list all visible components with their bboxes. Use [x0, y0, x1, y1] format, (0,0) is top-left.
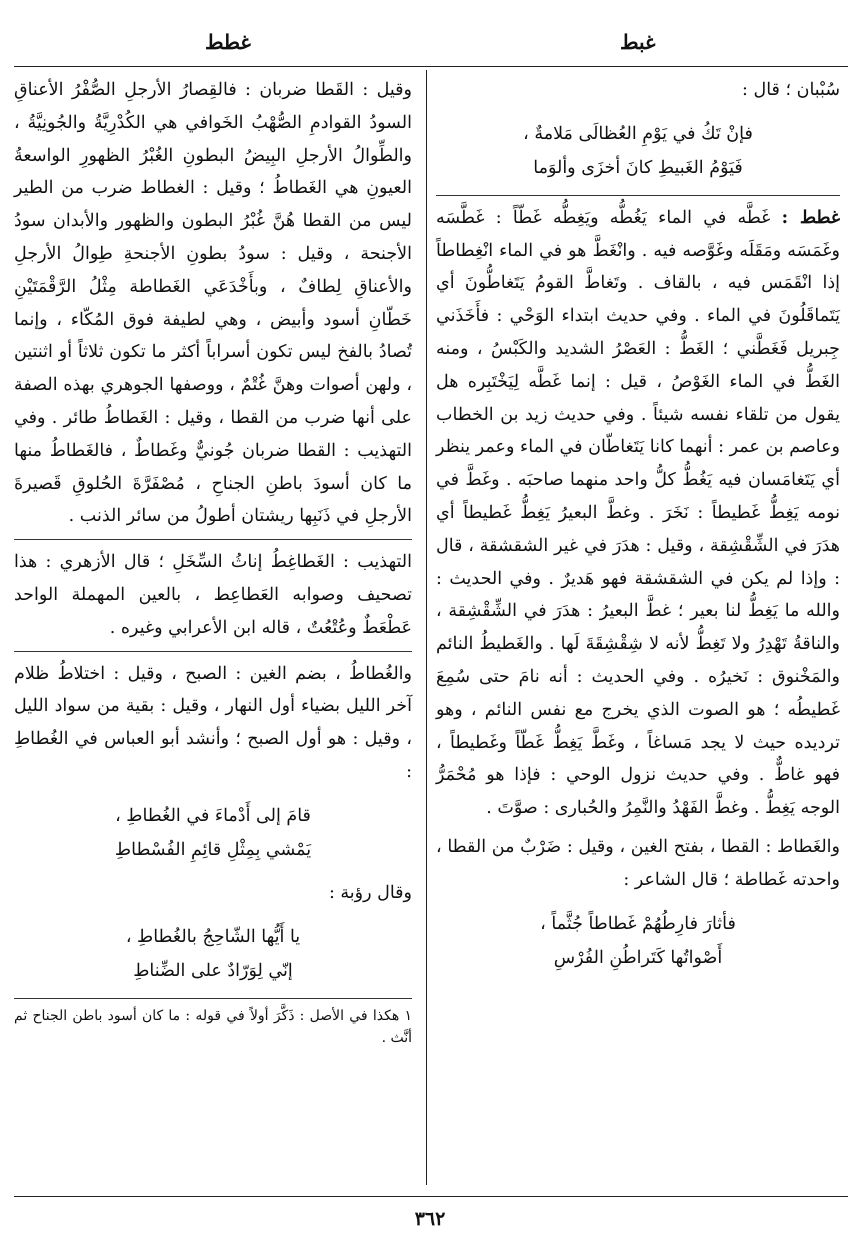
paragraph: والغَطاط : القطا ، بفتح الغين ، وقيل : ضَرْبٌ من القطا ، واحدته غَطاطة ؛ قال الشاعر : [436, 836, 840, 890]
paragraph: والغُطاطُ ، بضم الغين : الصبح ، وقيل : اختلاطُ ظلام آخر الليل بضياء أول النهار ، وقيل : بقية من سواد الليل ، وقيل : هو أول الصبح ؛ وأنشد أبو العباس في الغُطاطِ : [14, 663, 412, 782]
paragraph: وقال رؤبة : [328, 882, 412, 903]
footer-rule [14, 1196, 848, 1197]
footnote-separator [14, 998, 412, 999]
verse-line: فأثارَ فارِطُهُمْ غَطاطاً جُثَّماً ، [540, 913, 736, 934]
paragraph: وقيل : القَطا ضربان : فالقِصارُ الأرجلِ الصُّفْرُ الأعناقِ السودُ القوادمِ الصُّهْبُ الخَوافي هي الكُدْرِيَّةُ والجُونِيَّةُ ، والطِّوالُ الأرجلِ البِيضُ البطونِ الغُبْرُ الظهورِ الواسعةُ العيونِ هي الغَطاطُ ؛ وقيل : الغطاط ضرب من الطير ليس من القطا هُنَّ غُبْرُ البطون والظهور والأبدان سودُ الأجنحة ، وقيل : سودُ بطونِ الأجنحةِ طِوالُ الأرجلِ والأعناقِ لِطافٌ ، وبأَخْدَعَي الغَطاطة مِثْلُ الرَّقْمَتَيْنِ خَطّانِ أسود وأبيض ، وهي لطيفة فوق المُكّاء ، وإنما تُصادُ بالفخ ليس تكون أسراباً أكثر ما تكون ثلاثاً أو اثنتين ، ولهن أصوات وهنَّ غُتْمٌ ، ووصفها الجوهري بهذه الصفة على أنها ضرب من القطا ، وقيل : الغَطاطُ طائر . وفي التهذيب : القطا ضربان جُونيٌّ وغَطاطٌ ، فالغَطاطُ منها ما كان أسودَ باطنِ الجناحِ ، مُصْفَرَّةَ الحُلوقِ قَصيرةَ الأرجلِ في ذَنَبِها ريشتان أطولُ من سائر الذنب . [14, 80, 412, 527]
entry-separator [436, 195, 840, 196]
right-column [436, 74, 840, 985]
verse-line: أَصْواتُها كَتَراطُنِ الفُرْسِ [553, 947, 723, 968]
verse-line: يا أَيُّها الشّاحِجُ بالغُطاطِ ، [125, 926, 301, 947]
footnote-text: هكذا في الأصل : ذَكَّرَ أولاً في قوله : ما كان أسود باطن الجناح ثم أنَّث . [14, 1007, 412, 1046]
header-root-left: غطط [205, 30, 251, 54]
verse-line: يَمْشي بِمِثْلِ قائِمِ الفُسْطاطِ [114, 839, 312, 860]
header-root-right: غبط [620, 30, 656, 54]
paragraph: التهذيب : الغَطاغِطُ إناثُ السِّخَلِ ؛ قال الأزهري : هذا تصحيف وصوابه العَطاعِط ، بالعين المهملة الواحد عَطْعَطٌ وعُتْعُتٌ ، قاله ابن الأعرابي وغيره . [14, 552, 412, 638]
verse-line: إنّي لِوَرّادٌ على الضِّناطِ [133, 960, 293, 981]
footnote [14, 1005, 412, 1049]
entry-paragraph [436, 202, 840, 825]
verse-block [14, 799, 412, 867]
left-column [14, 74, 412, 1055]
column-divider [426, 70, 427, 1185]
paragraph-separator [14, 651, 412, 652]
paragraph-separator [14, 539, 412, 540]
verse-block [436, 117, 840, 185]
verse-line: فإنْ تَكُ في يَوْمِ العُظالَى مَلامةٌ ، [523, 123, 753, 144]
entry-headword: غطط : [781, 207, 840, 228]
verse-block [14, 920, 412, 988]
entry-text: غَطَّه في الماء يَغُطُّه ويَغِطُّه غَطّاً : غَطَّسَه وغَمَسَه ومَقَلَه وغَوَّصه فيه . وانْغَطَّ هو في الماء انْغِطاطاً إذا انْقَمَس فيه ، بالقاف . وتَغاطَّ القومُ يَتَغاطُّونَ أي يَتَماقَلُونَ في الماء . وفي حديث ابتداء الوَحْي : فأَخَذَني جِبريل فَغَطَّني ؛ الغَطُّ : العَصْرُ الشديد والكَبْسُ ، ومنه الغَطُّ في الماء الغَوْصُ ، قيل : إنما غَطَّه لِيَخْتَبِره هل يقول من تلقاء نفسه شيئاً . وفي حديث زيد بن الخطاب وعاصم بن عمر : أنهما كانا يَتَغاطّان في الماء وعمر ينظر أي يَتَغامَسان فيه يَغُطُّ كلُّ واحد منهما صاحبَه . وغَطَّ في نومه يَغِطُّ غَطيطاً : نَخَرَ . وغطَّ البعيرُ يَغِطُّ غَطيطاً أي هدَرَ في الشِّقْشِقة ، وقيل : هدَرَ في غير الشقشقة ، قال : وإذا لم يكن في الشقشقة فهو هَديرٌ . وفي الحديث : والله ما يَغِطُّ لنا بعير ؛ غطَّ البعيرُ : هدَرَ في الشِّقْشِقة ، والناقةُ تَهْدِرُ ولا تَغِطُّ لأنه لا شِقْشِقَةَ لَها . والغَطيطُ النائم والمَخْنوق : نَخيرُه . وفي الحديث : أنه نامَ حتى سُمِعَ غَطيطُه ؛ هو الصوت الذي يخرج مع نفس النائم ، وهو ترديده حيث لا يجد مَساغاً ، وغَطَّ يَغِطُّ غَطّاً وغَطيطاً ، فهو غاطٌّ . وفي حديث نزول الوحي : فإذا هو مُحْمَرُّ الوجه يَغِطُّ . وغطَّ الفَهْدُ والنَّمِرُ والحُبارى : صوَّتَ . [436, 207, 840, 819]
verse-line: قامَ إلى أَدْماءَ في الغُطاطِ ، [115, 805, 311, 826]
page-number: ٣٦٢ [414, 1208, 446, 1230]
footnote-mark: ١ [404, 1007, 412, 1024]
header-rule [14, 66, 848, 67]
intro-line: سُبْبان ؛ قال : [742, 80, 840, 100]
verse-line: فَيَوْمُ الغَبيطِ كانَ أخزَى وألوَما [533, 157, 743, 178]
verse-block [436, 907, 840, 975]
